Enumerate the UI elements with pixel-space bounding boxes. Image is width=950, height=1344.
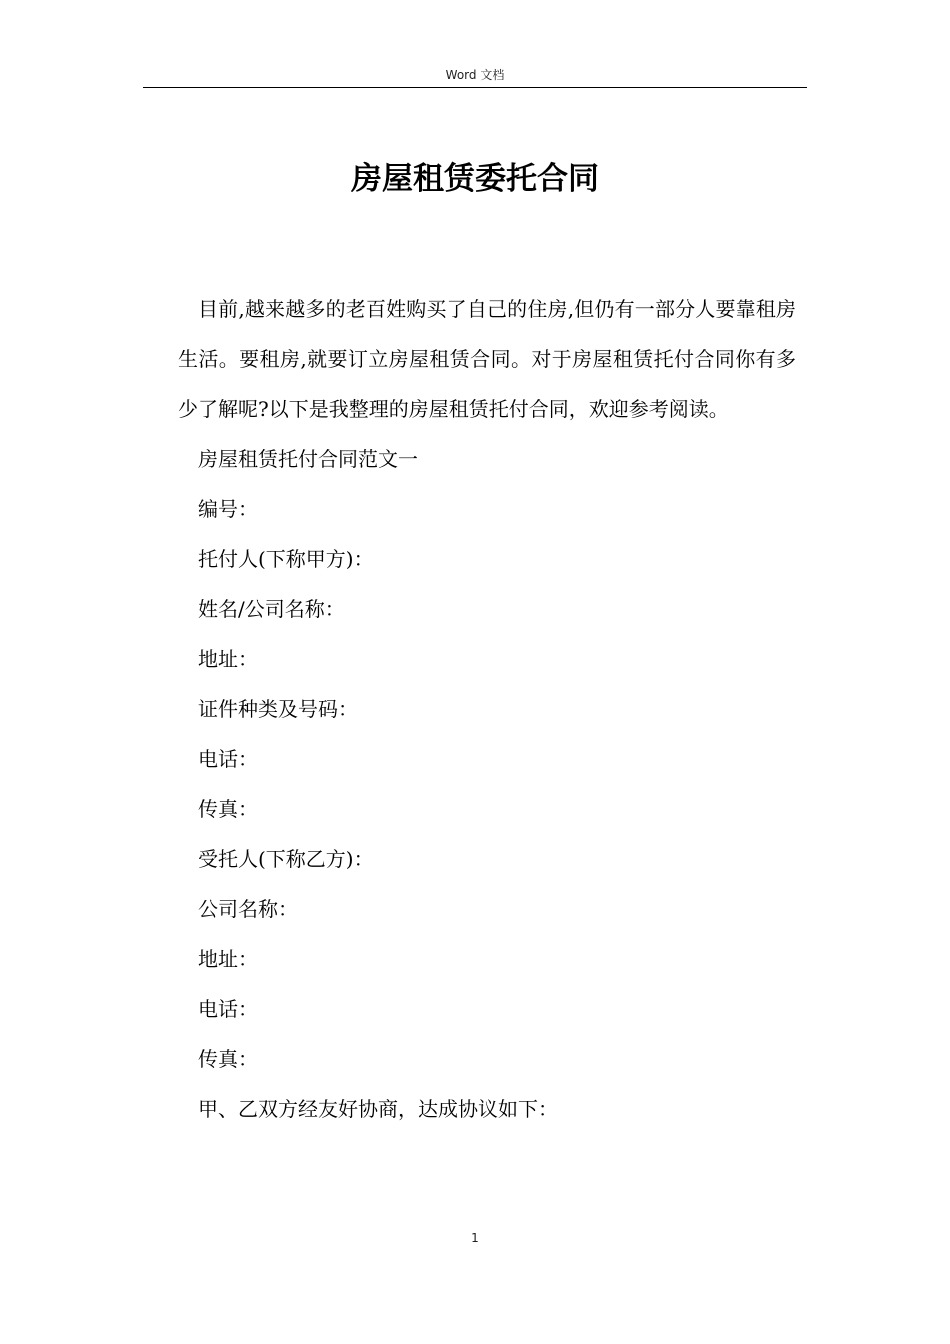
header-divider	[143, 87, 807, 88]
party-b-phone: 电话：	[198, 997, 258, 1021]
party-a-name: 姓名/公司名称：	[198, 597, 345, 621]
section-heading: 房屋租赁托付合同范文一	[198, 447, 418, 471]
page-header-label: Word 文档	[445, 68, 505, 82]
party-a-address: 地址：	[198, 647, 258, 671]
party-b-fax: 传真：	[198, 1047, 258, 1071]
agreement-intro: 甲、乙双方经友好协商，达成协议如下：	[198, 1097, 558, 1121]
party-b-heading: 受托人(下称乙方)：	[198, 847, 374, 871]
document-title: 房屋租赁委托合同	[351, 161, 599, 197]
party-b-company: 公司名称：	[198, 897, 298, 921]
page-number: 1	[471, 1231, 479, 1245]
party-b-address: 地址：	[198, 947, 258, 971]
party-a-heading: 托付人(下称甲方)：	[198, 547, 374, 571]
party-a-fax: 传真：	[198, 797, 258, 821]
intro-paragraph: 目前,越来越多的老百姓购买了自己的住房,但仍有一部分人要靠租房生活。要租房,就要订立房屋租赁合同。对于房屋租赁托付合同你有多少了解呢?以下是我整理的房屋租赁托付合同，欢迎参考阅读。	[178, 297, 796, 421]
field-number: 编号：	[198, 497, 258, 521]
party-a-phone: 电话：	[198, 747, 258, 771]
party-a-id: 证件种类及号码：	[198, 697, 358, 721]
document-body	[178, 284, 796, 1134]
